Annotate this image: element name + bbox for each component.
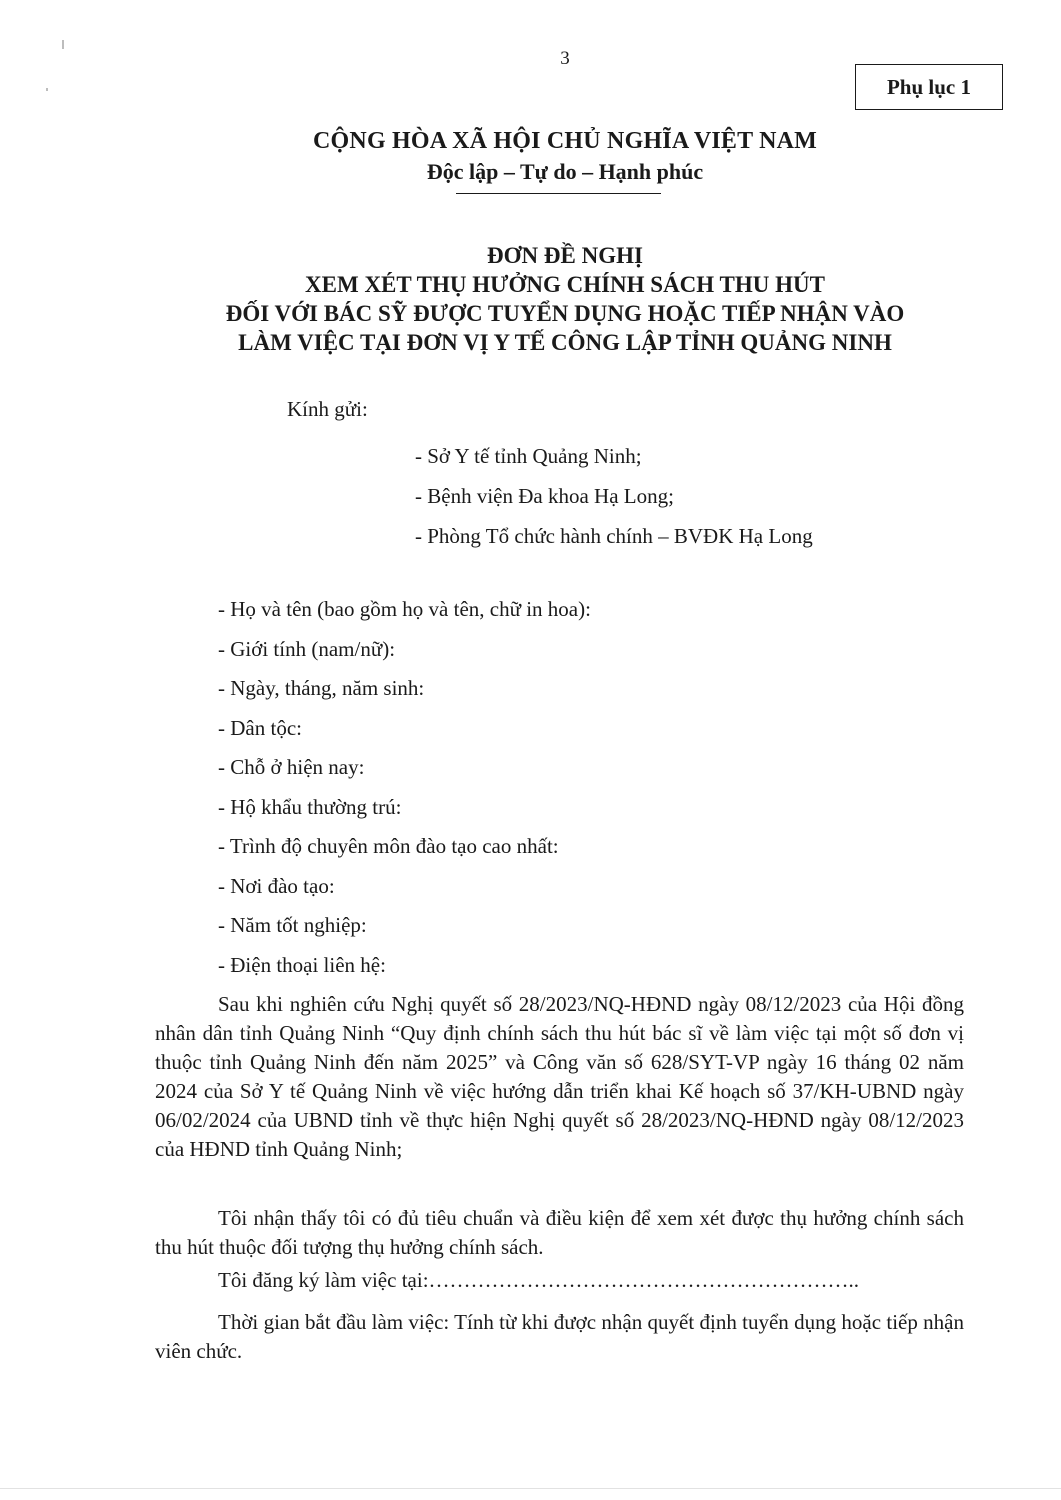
field-gender: - Giới tính (nam/nữ):	[218, 636, 396, 661]
field-full-name: - Họ và tên (bao gồm họ và tên, chữ in hoa):	[218, 597, 591, 621]
appendix-label	[855, 64, 1003, 110]
scan-bottom-edge	[0, 1488, 1061, 1489]
page-number: 3	[560, 48, 570, 69]
national-title: CỘNG HÒA XÃ HỘI CHỦ NGHĨA VIỆT NAM	[313, 128, 817, 154]
field-graduation-year: - Năm tốt nghiệp:	[218, 913, 367, 937]
applicant-fields	[218, 590, 591, 985]
recipient-list	[415, 436, 813, 556]
field-birth-date: - Ngày, tháng, năm sinh:	[218, 676, 425, 700]
recipient-item: - Sở Y tế tỉnh Quảng Ninh;	[415, 444, 642, 468]
title-line: ĐỐI VỚI BÁC SỸ ĐƯỢC TUYỂN DỤNG HOẶC TIẾP NHẬN VÀO	[225, 301, 905, 326]
document-title	[0, 241, 1061, 357]
field-permanent-residence: - Hộ khẩu thường trú:	[218, 794, 402, 819]
recipient-item: - Phòng Tổ chức hành chính – BVĐK Hạ Long	[415, 524, 813, 548]
paragraph-workplace: Tôi đăng ký làm việc tại:……………………………………………………..	[218, 1268, 860, 1292]
field-training-place: - Nơi đào tạo:	[218, 873, 335, 898]
title-line: ĐƠN ĐỀ NGHỊ	[487, 243, 643, 268]
motto-underline	[456, 193, 661, 194]
field-phone: - Điện thoại liên hệ:	[218, 952, 386, 977]
recipient-item: - Bệnh viện Đa khoa Hạ Long;	[415, 484, 674, 508]
title-line: LÀM VIỆC TẠI ĐƠN VỊ Y TẾ CÔNG LẬP TỈNH QUẢNG NINH	[238, 330, 892, 355]
motto: Độc lập – Tự do – Hạnh phúc	[426, 159, 704, 184]
recipient-label: Kính gửi:	[287, 397, 368, 421]
scan-mark	[46, 88, 48, 91]
field-current-address: - Chỗ ở hiện nay:	[218, 755, 365, 779]
appendix-label-text: Phụ lục 1	[886, 74, 972, 99]
title-line: XEM XÉT THỤ HƯỞNG CHÍNH SÁCH THU HÚT	[305, 272, 825, 297]
paragraph-eligibility: Tôi nhận thấy tôi có đủ tiêu chuẩn và điều kiện để xem xét được thụ hưởng chính sách thu hút thuộc đối tượng thụ hưởng chính sách.	[155, 1206, 964, 1259]
field-ethnicity: - Dân tộc:	[218, 715, 302, 740]
field-qualification: - Trình độ chuyên môn đào tạo cao nhất:	[218, 834, 559, 858]
paragraph-basis: Sau khi nghiên cứu Nghị quyết số 28/2023/NQ-HĐND ngày 08/12/2023 của Hội đồng nhân dân tỉnh Quảng Ninh “Quy định chính sách thu hút bác sĩ về làm việc tại một số đơn vị thuộc tỉnh Quảng Ninh đến năm 2025” và Công văn số 628/SYT-VP ngày 16 tháng 02 năm 2024 của Sở Y tế Quảng Ninh về việc hướng dẫn triển khai Kế hoạch số 37/KH-UBND ngày 06/02/2024 của UBND tỉnh về thực hiện Nghị quyết số 28/2023/NQ-HĐND ngày 08/12/2023 của HĐND tỉnh Quảng Ninh;	[155, 992, 964, 1161]
paragraph-start-time: Thời gian bắt đầu làm việc: Tính từ khi được nhận quyết định tuyển dụng hoặc tiếp nhận viên chức.	[155, 1310, 964, 1363]
